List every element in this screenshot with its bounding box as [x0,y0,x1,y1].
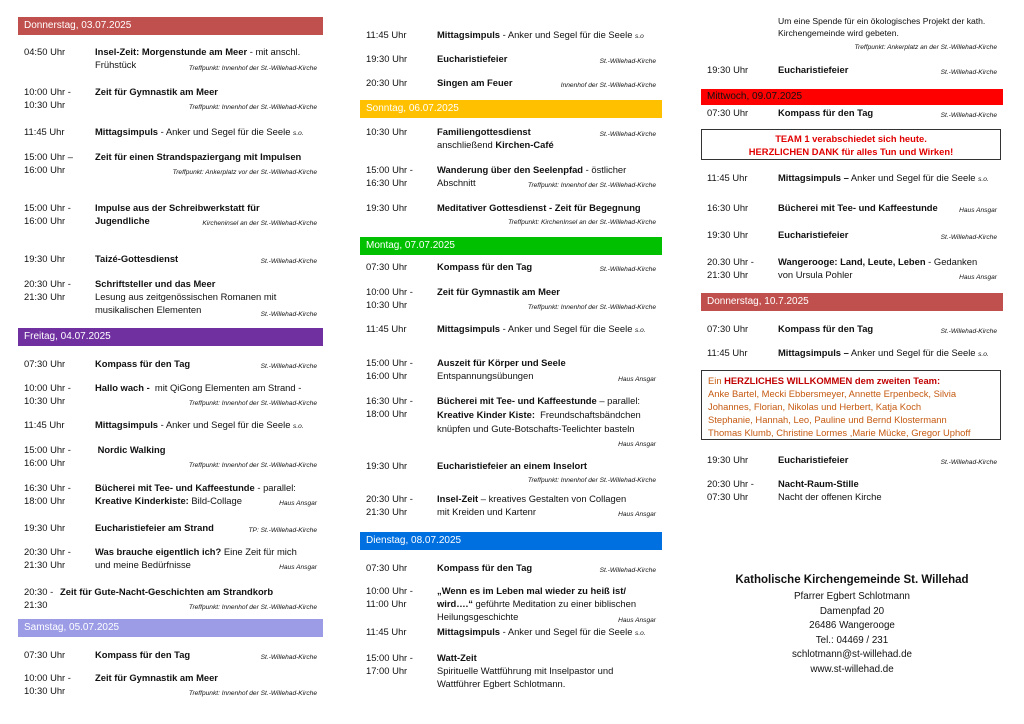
farewell-notice: TEAM 1 verabschiedet sich heute. HERZLICHEN DANK für alles Tun und Wirken! [701,129,1001,160]
day-header: Donnerstag, 03.07.2025 [18,17,323,35]
day-header: Samstag, 05.07.2025 [18,619,323,637]
day-header: Donnerstag, 10.7.2025 [701,293,1003,311]
welcome-notice: Ein HERZLICHES WILLKOMMEN dem zweiten Team: Anke Bartel, Mecki Ebbersmeyer, Annette Erpenbeck, Silvia Johannes, Florian, Nikolas und Herbert, Katja Koch Stephanie, Hannah, Leo, Pauline und Bernd Klostermann Thomas Klumb, Christine Lormes ,Marie Mücke, Gregor Uphoff [701,370,1001,440]
parish-name: Katholische Kirchengemeinde St. Willehad [735,574,969,586]
day-header: Freitag, 04.07.2025 [18,328,323,346]
day-header: Sonntag, 06.07.2025 [360,100,662,118]
day-header: Montag, 07.07.2025 [360,237,662,255]
parish-contact: Pfarrer Egbert Schlotmann Damenpfad 20 26486 Wangerooge Tel.: 04469 / 231 schlotmann@st-willehad.de www.st-willehad.de [792,591,912,675]
day-header: Dienstag, 08.07.2025 [360,532,662,550]
day-header: Mittwoch, 09.07.2025 [701,89,1003,105]
